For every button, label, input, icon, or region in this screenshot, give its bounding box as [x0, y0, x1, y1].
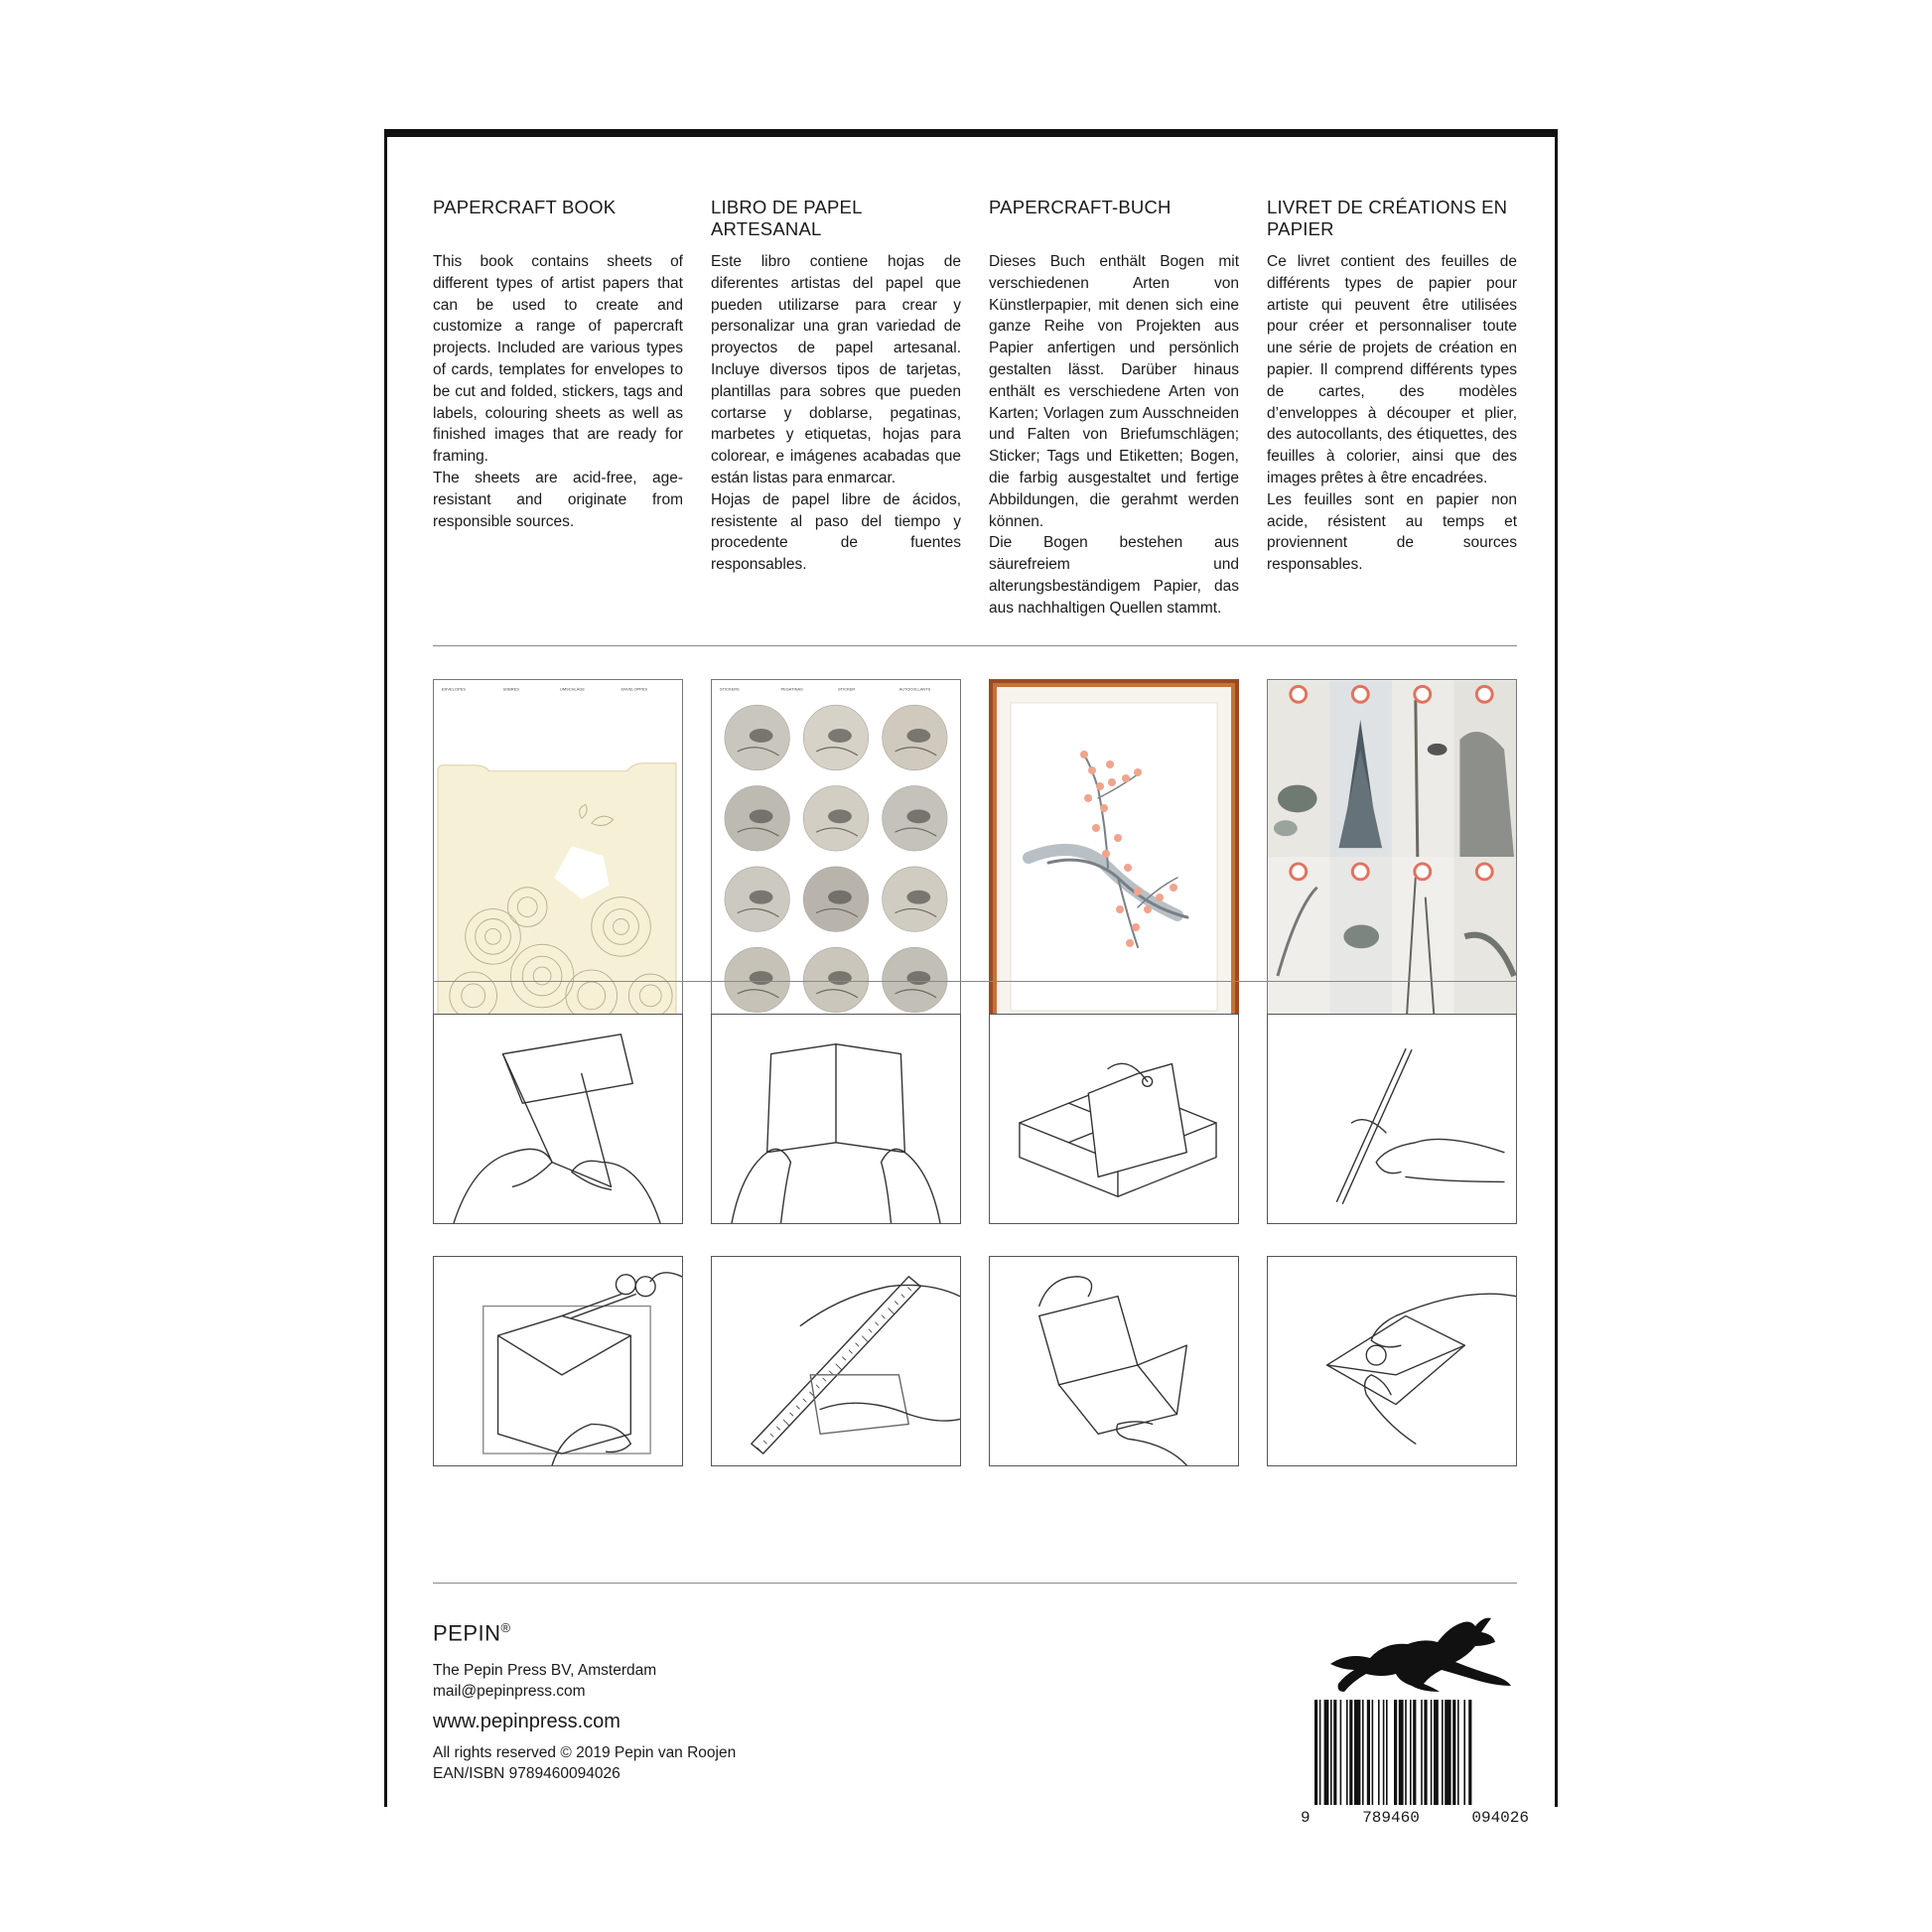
barcode-bar: [1394, 1700, 1397, 1805]
tag-ring: [1291, 864, 1307, 880]
publisher-website[interactable]: www.pepinpress.com: [433, 1711, 621, 1733]
column-body: [433, 251, 683, 532]
bird-mark: [828, 809, 852, 823]
barcode-bars: [1314, 1700, 1471, 1805]
pencil-drawing-illustration: [1267, 1014, 1517, 1224]
barcode-bar: [1362, 1700, 1364, 1805]
barcode-image: [1311, 1700, 1521, 1809]
barcode-bar: [1330, 1700, 1332, 1805]
tag-ring: [1476, 686, 1492, 702]
blossom-dot: [1100, 804, 1108, 812]
divider: [433, 645, 1517, 646]
bird-mark: [750, 891, 773, 904]
ruler-tick: [876, 1322, 879, 1325]
barcode-bar: [1349, 1700, 1352, 1805]
blossom-dot: [1096, 782, 1104, 790]
registered-mark: ®: [500, 1620, 511, 1635]
blossom-dot: [1170, 884, 1177, 892]
sticker-grid: [725, 705, 947, 1013]
paragraph: Die Bogen bestehen aus säurefreiem und alterungsbeständigem Papier, das aus nachhaltigen Quellen stammt.: [989, 534, 1239, 617]
bird-mark: [906, 729, 930, 743]
blossom-dot: [1156, 894, 1164, 901]
blossom-dot: [1092, 824, 1100, 832]
barcode-bar: [1354, 1700, 1360, 1805]
ruler-tick: [882, 1315, 885, 1318]
tag-ring: [1291, 686, 1307, 702]
barcode-bar: [1405, 1700, 1407, 1805]
gift-tag-illustration: [989, 1014, 1239, 1224]
blossom-dot: [1080, 751, 1088, 759]
paragraph: Este libro contiene hojas de diferentes artistas del papel que pueden utilizarse para crear y personalizar una gran variedad de proyectos de papel artesanal. Incluye diversos tipos de tarjetas, plantillas para sobres que pueden cortarse y doblarse, pegatinas, marbetes y etiquetas, hojas para colorear, e imágenes acabadas que están listas para enmarcar.: [711, 253, 961, 486]
ruler-tick: [849, 1350, 852, 1353]
barcode-bar: [1452, 1700, 1455, 1805]
ruler-ticks: [758, 1288, 911, 1453]
brand-name: [433, 1620, 949, 1646]
tag-ring: [1476, 864, 1492, 880]
blossom-dot: [1108, 778, 1116, 786]
barcode-bar: [1367, 1700, 1370, 1805]
paragraph: Hojas de papel libre de ácidos, resistente al paso del tiempo y procedente de fuentes responsables.: [711, 490, 961, 574]
ruler-tick: [836, 1364, 842, 1370]
book-back-cover: [384, 129, 1558, 1827]
paragraph: Ce livret contient des feuilles de différents types de papier pour artiste qui peuvent être utilisées pour créer et personnaliser toute une série de projets de création en papier. Il comprend différents types de cartes, des modèles d’enveloppes à découper et plier, des autocollants, des étiquettes, des feuilles à colorier, ainsi que des images prêtes à être encadrées.: [1267, 253, 1517, 486]
envelope-label: UMSCHLÄGE: [559, 686, 586, 692]
divider: [433, 981, 1517, 982]
ruler-fold-illustration: [711, 1256, 961, 1466]
cut-envelope-illustration: [433, 1256, 683, 1466]
bird-mark: [828, 729, 852, 743]
tag-ring: [1352, 864, 1368, 880]
barcode-bar: [1324, 1700, 1329, 1805]
blossom-dot: [1126, 939, 1134, 947]
ruler-tick: [790, 1413, 793, 1416]
barcode-bar: [1386, 1700, 1388, 1805]
tag-ring: [1352, 686, 1368, 702]
barcode-bar: [1383, 1700, 1385, 1805]
column-title: PAPERCRAFT-BUCH: [989, 197, 1172, 217]
envelope-label: ENVELOPES: [441, 686, 466, 692]
bird-mark: [828, 891, 852, 904]
barcode-bar: [1468, 1700, 1471, 1805]
open-card-illustration: [711, 1014, 961, 1224]
barcode-bar: [1431, 1700, 1433, 1805]
paragraph: This book contains sheets of different types of artist papers that can be used to create and customize a range of papercraft projects. Included are various types of cards, templates for envelopes to be cut and folded, stickers, tags and labels, colouring sheets as well as finished images that are ready for framing.: [433, 253, 683, 466]
barcode-bar: [1421, 1700, 1423, 1805]
publisher-email[interactable]: mail@pepinpress.com: [433, 1683, 586, 1701]
envelope-label: ENVELOPPES: [621, 686, 648, 692]
ruler-tick: [796, 1406, 799, 1409]
ruler-tick: [829, 1371, 832, 1374]
column-title: LIBRO DE PAPEL ARTESANAL: [711, 197, 862, 239]
publisher-name: The Pepin Press BV, Amsterdam: [433, 1662, 657, 1680]
fold-box-illustration: [989, 1256, 1239, 1466]
ruler-tick: [770, 1434, 773, 1437]
ruler-tick: [823, 1378, 826, 1381]
barcode-bar: [1314, 1700, 1317, 1805]
sticker-label: AUTOCOLLANTS: [898, 686, 931, 692]
ruler-tick: [908, 1288, 911, 1291]
isbn-line: EAN/ISBN 9789460094026: [433, 1765, 621, 1783]
barcode-bar: [1346, 1700, 1348, 1805]
blossom-dot: [1114, 834, 1122, 842]
blossom-dot: [1116, 905, 1124, 913]
fold-paper-illustration: [433, 1014, 683, 1224]
ruler-tick: [783, 1420, 789, 1426]
ruler-tick: [901, 1295, 904, 1298]
barcode-bar: [1457, 1700, 1459, 1805]
barcode-bar: [1319, 1700, 1321, 1805]
blossom-dot: [1102, 850, 1110, 858]
ruler-tick: [763, 1441, 766, 1444]
barcode-bar: [1410, 1700, 1412, 1805]
copyright-line: All rights reserved © 2019 Pepin van Roojen: [433, 1744, 737, 1762]
bird-mark: [906, 809, 930, 823]
barcode-bar: [1372, 1700, 1374, 1805]
seal-envelope-illustration: [1267, 1256, 1517, 1466]
barcode-digits-left: 789460: [1362, 1809, 1420, 1827]
blossom-dot: [1134, 888, 1142, 896]
ruler-tick: [816, 1385, 819, 1388]
brand-text: PEPIN: [433, 1620, 501, 1646]
barcode-digits-right: 094026: [1471, 1809, 1529, 1827]
barcode-bar: [1442, 1700, 1444, 1805]
bird-mark: [906, 971, 930, 985]
barcode-bar: [1463, 1700, 1465, 1805]
barcode-bar: [1399, 1700, 1404, 1805]
tag-ring: [1415, 686, 1431, 702]
ruler-tick: [862, 1336, 868, 1342]
bird-mark: [828, 971, 852, 985]
bird-mark: [906, 891, 930, 904]
paragraph: Dieses Buch enthält Bogen mit verschiedenen Arten von Künstlerpapier, mit denen sich eine ganze Reihe von Projekten aus Papier anfertigen und persönlich gestalten lässt. Darüber hinaus enthält es verschiedene Arten von Karten; Vorlagen zum Ausschneiden und Falten von Briefumschlägen; Sticker; Tags und Etiketten; Bogen, die farbig ausgestaltet und fertige Abbildungen, die gerahmt werden können.: [989, 253, 1239, 530]
ruler-tick: [869, 1329, 872, 1332]
sticker-label: STICKER: [837, 686, 856, 692]
blossom-dot: [1106, 760, 1114, 768]
divider: [433, 1583, 1517, 1584]
bird-mark: [750, 809, 773, 823]
tag-ring: [1415, 864, 1431, 880]
sticker-label: STICKERS: [719, 686, 740, 692]
column-body: [989, 251, 1239, 620]
barcode-bar: [1445, 1700, 1450, 1805]
blossom-dot: [1124, 864, 1132, 872]
barcode-bar: [1413, 1700, 1416, 1805]
barcode-bar: [1424, 1700, 1427, 1805]
ruler-tick: [777, 1427, 780, 1430]
barcode-digit-first: 9: [1301, 1809, 1311, 1827]
barcode-digits: [1301, 1809, 1529, 1827]
ruler-tick: [895, 1302, 897, 1305]
blossom-dot: [1132, 923, 1140, 931]
barcode-bar: [1333, 1700, 1336, 1805]
paragraph: Les feuilles sont en papier non acide, résistent au temps et proviennent de sources responsables.: [1267, 490, 1517, 574]
blossom-dot: [1084, 794, 1092, 802]
hare-logo-icon: [1326, 1612, 1515, 1694]
bird-mark: [750, 729, 773, 743]
bird-mark: [750, 971, 773, 985]
barcode-bar: [1340, 1700, 1342, 1805]
envelope-label: SOBRES: [502, 686, 519, 692]
sticker-label: PEGATINAS: [780, 686, 803, 692]
ruler-tick: [803, 1399, 806, 1402]
barcode-bar: [1434, 1700, 1439, 1805]
blossom-dot: [1144, 905, 1152, 913]
column-title: PAPERCRAFT BOOK: [433, 197, 617, 217]
barcode-bar: [1378, 1700, 1380, 1805]
column-body: [1267, 251, 1517, 576]
blossom-dot: [1134, 768, 1142, 776]
column-body: [711, 251, 961, 576]
blossom-dot: [1088, 766, 1096, 774]
ruler-tick: [843, 1357, 846, 1360]
ruler-tick: [856, 1343, 859, 1346]
ruler-tick: [889, 1309, 895, 1314]
ruler-tick: [758, 1448, 763, 1453]
column-title: LIVRET DE CRÉATIONS EN PAPIER: [1267, 197, 1508, 239]
blossom-dot: [1122, 774, 1130, 782]
paragraph: The sheets are acid-free, age-resistant and originate from responsible sources.: [433, 469, 683, 530]
publisher-info: [433, 1620, 949, 1784]
